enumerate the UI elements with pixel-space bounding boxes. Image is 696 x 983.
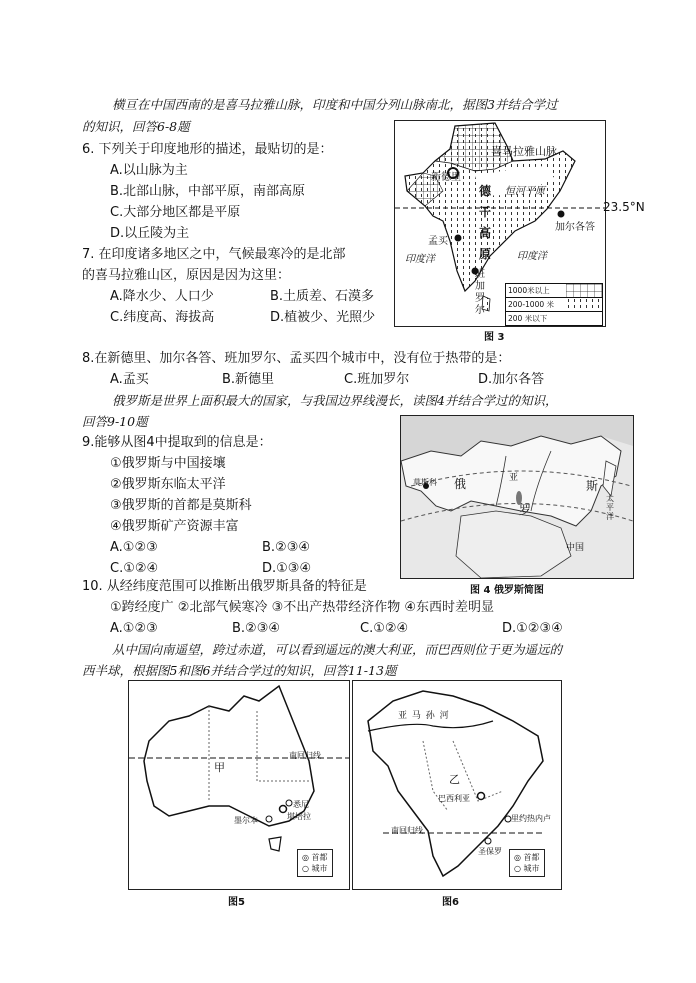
q6-option-b[interactable]: B.北部山脉，中部平原，南部高原	[110, 184, 306, 199]
label-canberra: 堪培拉	[287, 812, 311, 821]
label-russia-e: 俄	[454, 477, 467, 491]
intro-6-8-line2: 的知识，回答6-8题	[82, 119, 190, 134]
intro-6-8-line1: 横亘在中国西南的是喜马拉雅山脉，印度和中国分列山脉南北，据图3并结合学过	[112, 97, 558, 112]
label-melbourne: 墨尔本	[234, 816, 258, 825]
legend-blank-swatch	[566, 312, 602, 325]
mumbai-marker	[455, 235, 462, 242]
label-indian-ocean-west: 印度洋	[405, 254, 435, 265]
label-bangalore: 班加罗尔	[475, 269, 485, 316]
label-china: 中国	[566, 543, 585, 553]
capital-icon: ◎	[514, 853, 524, 862]
figure-4-russia-map	[400, 415, 634, 579]
q8-stem: 8.在新德里、加尔各答、班加罗尔、孟买四个城市中，没有位于热带的是：	[82, 351, 511, 366]
label-region-yi: 乙	[449, 773, 460, 786]
q7-option-a[interactable]: A.降水少、人口少	[110, 289, 214, 304]
legend-city: 城市	[523, 864, 540, 873]
tasmania	[269, 837, 281, 851]
legend-dots-swatch	[566, 298, 602, 311]
label-amazon-river: 亚 马 孙 河	[398, 711, 450, 721]
q9-option-d[interactable]: D.①③④	[262, 561, 312, 576]
legend-high: 1000米以上	[508, 286, 550, 295]
q8-option-c[interactable]: C.班加罗尔	[344, 372, 410, 387]
q9-option-a[interactable]: A.①②③	[110, 540, 158, 555]
legend-capital: 首都	[311, 853, 328, 862]
russia-map-svg	[401, 416, 633, 578]
fig6-legend	[509, 849, 545, 877]
q10-option-b[interactable]: B.②③④	[232, 621, 281, 636]
figure-6-caption: 图6	[442, 897, 459, 908]
figure-3-india-map	[394, 120, 606, 327]
q8-option-d[interactable]: D.加尔各答	[478, 372, 545, 387]
q8-option-b[interactable]: B.新德里	[222, 372, 275, 387]
q9-item-1: ①俄罗斯与中国接壤	[110, 456, 226, 471]
label-rio-de-janeiro: 里约热内卢	[511, 814, 551, 823]
legend-grid-swatch	[566, 284, 602, 297]
q9-item-4: ④俄罗斯矿产资源丰富	[110, 519, 239, 534]
intro-11-13-line1: 从中国向南遥望，跨过赤道，可以看到遥远的澳大利亚，而巴西则位于更为遥远的	[112, 642, 563, 657]
label-kolkata: 加尔各答	[555, 222, 595, 233]
q6-option-d[interactable]: D.以丘陵为主	[110, 226, 190, 241]
q6-option-c[interactable]: C.大部分地区都是平原	[110, 205, 241, 220]
q10-items: ①跨经度广 ②北部气候寒冷 ③不出产热带经济作物 ④东西时差明显	[110, 600, 495, 615]
figure-5-australia-map	[128, 680, 350, 890]
q9-item-3: ③俄罗斯的首都是莫斯科	[110, 498, 252, 513]
q7-option-b[interactable]: B.土质差、石漠多	[270, 289, 375, 304]
label-tropic-of-capricorn: 南回归线	[391, 826, 423, 835]
capital-icon: ◎	[302, 853, 312, 862]
fig5-legend	[297, 849, 333, 877]
city-icon: ○	[514, 864, 524, 873]
q7-option-d[interactable]: D.植被少、光照少	[270, 310, 376, 325]
brasilia-marker	[478, 793, 485, 800]
fig3-legend	[505, 283, 603, 326]
melbourne-marker	[266, 816, 272, 822]
label-brasilia: 巴西利亚	[438, 794, 470, 803]
label-indian-ocean-east: 印度洋	[517, 251, 547, 262]
label-sydney: 悉尼	[293, 800, 309, 809]
q8-option-a[interactable]: A.孟买	[110, 372, 149, 387]
q7-option-c[interactable]: C.纬度高、海拔高	[110, 310, 215, 325]
label-region-jia: 甲	[214, 761, 225, 774]
figure-3-caption: 图 3	[484, 332, 505, 343]
q7-stem-line2: 的喜马拉雅山区，原因是因为这里：	[82, 268, 291, 283]
figure-6-brazil-map	[352, 680, 562, 890]
intro-9-10-line2: 回答9-10题	[82, 414, 148, 429]
label-himalaya: 喜马拉雅山脉	[491, 145, 557, 158]
q10-stem: 10. 从经纬度范围可以推断出俄罗斯具备的特征是	[82, 579, 367, 594]
sydney-marker	[286, 800, 292, 806]
label-tropic-of-capricorn: 南回归线	[289, 751, 321, 760]
intro-9-10-line1: 俄罗斯是世界上面积最大的国家，与我国边界线漫长，读图4并结合学过的知识，	[112, 393, 558, 408]
legend-city: 城市	[311, 864, 328, 873]
legend-capital: 首都	[523, 853, 540, 862]
label-russia-si: 斯	[586, 479, 599, 493]
q9-stem: 9.能够从图4中提取到的信息是：	[82, 435, 272, 450]
label-ganges-plain: 恒河平原	[505, 186, 545, 197]
figure-5-caption: 图5	[228, 897, 245, 908]
label-deccan-plateau: 德干高原	[479, 184, 492, 261]
q10-option-a[interactable]: A.①②③	[110, 621, 158, 636]
q6-option-a[interactable]: A.以山脉为主	[110, 163, 188, 178]
figure-4-caption: 图 4 俄罗斯简图	[470, 585, 544, 596]
label-sao-paulo: 圣保罗	[478, 847, 502, 856]
label-mumbai: 孟买	[428, 236, 448, 247]
q10-option-c[interactable]: C.①②④	[360, 621, 409, 636]
q10-option-d[interactable]: D.①②③④	[502, 621, 563, 636]
label-siberia: 亚	[509, 473, 519, 483]
label-pacific-ocean: 太平洋	[606, 494, 614, 521]
label-russia-luo: 罗	[519, 503, 532, 517]
legend-low: 200 米以下	[508, 314, 548, 323]
city-icon: ○	[302, 864, 312, 873]
canberra-marker	[280, 806, 287, 813]
label-new-delhi: 新德里	[431, 172, 461, 183]
legend-mid: 200-1000 米	[508, 300, 554, 309]
q9-option-b[interactable]: B.②③④	[262, 540, 311, 555]
kolkata-marker	[558, 211, 565, 218]
label-tropic-23-5n: 23.5°N	[603, 200, 645, 214]
q7-stem-line1: 7. 在印度诸多地区之中，气候最寒冷的是北部	[82, 247, 346, 262]
q6-stem: 6. 下列关于印度地形的描述，最贴切的是：	[82, 142, 333, 157]
intro-11-13-line2: 西半球，根据图5和图6并结合学过的知识，回答11-13题	[82, 663, 397, 678]
q9-item-2: ②俄罗斯东临太平洋	[110, 477, 226, 492]
label-moscow: 莫斯科	[413, 478, 437, 487]
q9-option-c[interactable]: C.①②④	[110, 561, 159, 576]
